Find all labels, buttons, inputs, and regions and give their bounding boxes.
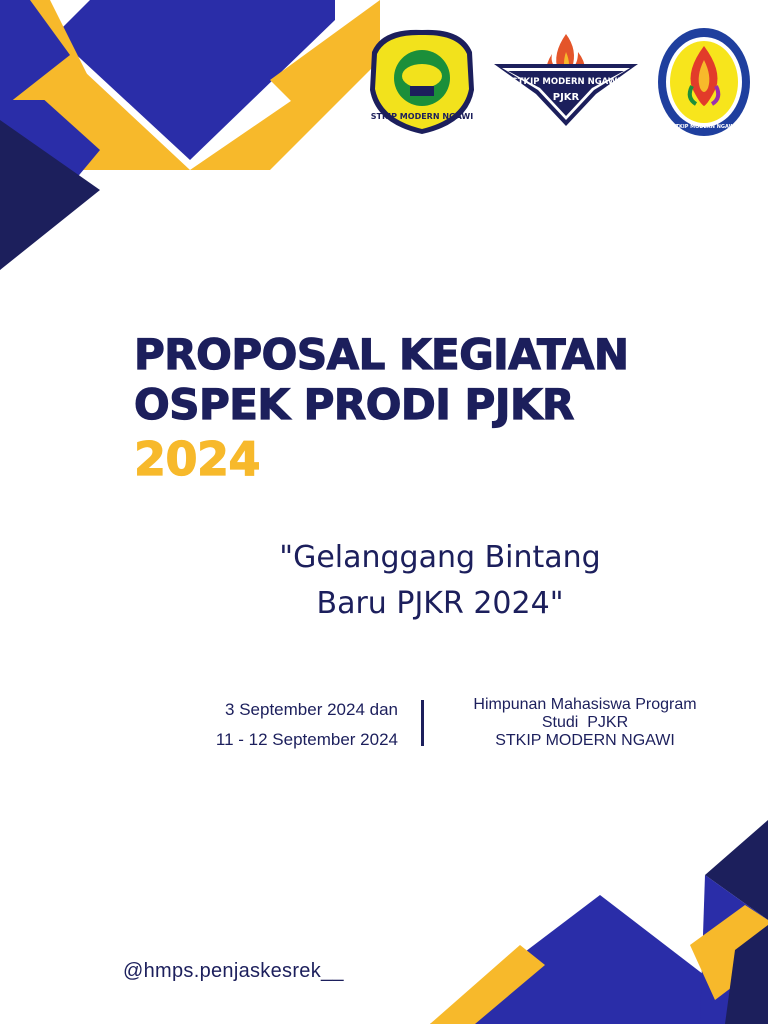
organizer-line-3: STKIP MODERN NGAWI xyxy=(495,732,675,749)
theme-line-1: "Gelanggang Bintang xyxy=(279,540,601,575)
proposal-title xyxy=(134,330,754,488)
organizer-line-1: Himpunan Mahasiswa Program xyxy=(473,696,697,713)
center-logo-top-text: STKIP MODERN NGAWI xyxy=(511,77,621,87)
organizer-block xyxy=(438,696,732,750)
center-logo-bottom-text: PJKR xyxy=(552,92,580,103)
stkip-seal-logo xyxy=(366,28,478,136)
right-logo-bottom-text: STKIP MODERN NGAWI xyxy=(671,124,737,130)
left-logo-bottom-text: STKIP MODERN NGAWI xyxy=(370,112,474,121)
title-year: 2024 xyxy=(134,432,261,486)
title-line-2: OSPEK PRODI PJKR xyxy=(134,380,574,429)
event-theme xyxy=(200,535,680,627)
title-line-1: PROPOSAL KEGIATAN xyxy=(134,330,629,379)
stkip-pjkr-logo xyxy=(492,30,640,128)
theme-line-2: Baru PJKR 2024" xyxy=(316,586,564,621)
date-line-2: 11 - 12 September 2024 xyxy=(215,730,398,749)
hmps-pjkr-logo xyxy=(656,26,752,138)
organizer-line-2: Studi PJKR xyxy=(541,714,629,731)
social-handle: @hmps.penjaskesrek__ xyxy=(123,960,344,982)
event-dates xyxy=(140,695,398,755)
date-line-1: 3 September 2024 dan xyxy=(225,700,398,719)
vertical-divider xyxy=(421,700,424,746)
